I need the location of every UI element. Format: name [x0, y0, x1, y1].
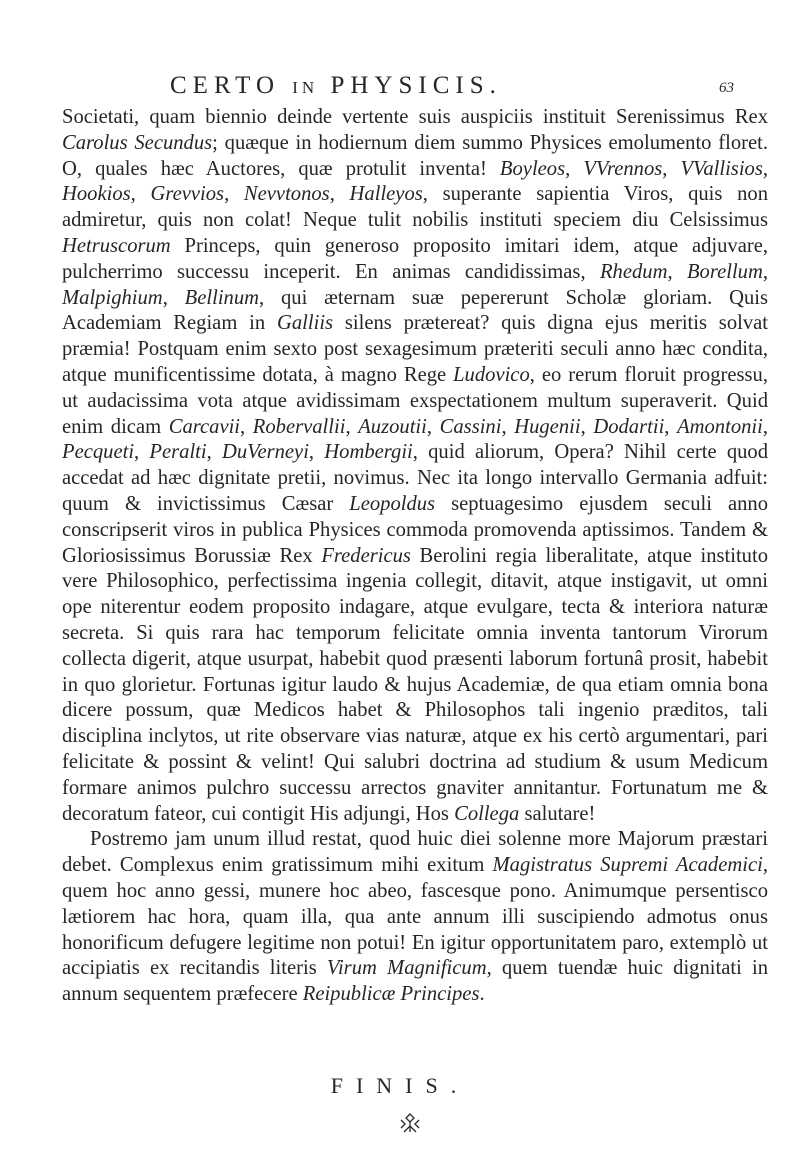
text-run: ,: [667, 260, 687, 283]
text-run: ; quæque in hodiernum diem summo Physices emolumento floret. O, quales hæc Auctores, quæ protulit inventa!: [62, 131, 768, 180]
italic-name: VVallisios: [680, 157, 763, 180]
italic-name: Magistratus Supremi Academici: [492, 854, 763, 877]
text-run: ,: [565, 157, 584, 180]
running-title-part2: PHYSICIS.: [318, 72, 502, 99]
italic-name: Virum Magnificum: [326, 957, 487, 980]
italic-name: Hombergii: [324, 441, 413, 464]
paragraph: [62, 105, 768, 827]
text-run: ,: [206, 441, 222, 464]
text-run: ,: [134, 441, 150, 464]
text-run: ,: [664, 415, 678, 438]
text-run: , quem tuendæ huic dignitati in annum sequentem præfecere: [62, 957, 769, 1006]
running-title-part1: CERTO: [170, 72, 293, 99]
italic-name: Carcavii: [168, 415, 241, 438]
text-run: , superante sapientia Viros, quis non admiretur, quis non colat! Neque tulit nobilis instituti speciem diu Celsissimus: [62, 183, 769, 232]
text-run: .: [479, 983, 485, 1006]
text-run: ,: [762, 415, 769, 438]
italic-name: Hugenii: [514, 415, 581, 438]
text-run: ,: [308, 441, 325, 464]
italic-name: Robervallii: [252, 415, 346, 438]
text-run: ,: [762, 157, 769, 180]
text-run: ,: [762, 260, 768, 283]
text-run: Berolini regia liberalitate, atque instituto vere Philosophico, perfectissima ingenia collegit, ditavit, atque instigavit, ut omni ope niterentur eodem proposito indagare, atque evulgare, tecta & interiora naturæ secreta. Si quis rara hac temporum felicitate omnia inventa tantorum Virorum collecta digerit, atque usurpat, habebit quod præsenti laborum fortunâ prosit, habebit in quo glorietur. Fortunas igitur laudo & hujus Academiæ, de qua etiam omnia bona dicere possum, quæ Medicos habet & Philosophos tali ingenio præditos, tali disciplina inclytos, ut rite observare vias naturæ, atque ex his certò argumentari, pari felicitate & possint & velint! Qui salubri doctrina ad studium & usum Medicum formare animos pulchro successu arrectos gnaviter annitantur. Fortunatum me & decoratum fateor, cui contigit His adjungi, Hos: [62, 544, 769, 825]
text-run: ,: [580, 415, 594, 438]
italic-name: Boyleos: [499, 157, 566, 180]
italic-name: Carolus Secundus: [62, 131, 213, 154]
text-run: , eo rerum floruit progressu, ut audacissima vota atque avidissimam exspectationem multum superaverit. Quid enim dicam: [62, 363, 768, 438]
running-head: [170, 72, 734, 100]
italic-name: Hetruscorum: [62, 234, 171, 257]
text-run: , quem hoc anno gessi, munere hoc abeo, fascesque pono. Animumque persentisco lætiorem hac hora, quam illa, qua ante annum illi suscipiendo admotus onus honorificum defugere legitime non potui! En igitur opportunitatem paro, extemplò ut accipiatis ex recitandis literis: [62, 854, 768, 980]
italic-name: Rhedum: [599, 260, 668, 283]
finis-heading: FINIS.: [330, 1073, 470, 1098]
text-run: , qui æternam suæ pepererunt Scholæ gloriam. Quis Academiam Regiam in: [62, 286, 769, 335]
text-run: ,: [426, 415, 440, 438]
page-number: 63: [719, 80, 734, 96]
italic-name: DuVerneyi: [222, 441, 309, 464]
running-title-small: IN: [292, 78, 319, 97]
text-run: ,: [240, 415, 253, 438]
text-run: silens prætereat? quis digna ejus meritis solvat præmia! Postquam enim sexto post sexagesimum præteriti seculi anno hæc condita, atque munificentissime dotata, à magno Rege: [62, 312, 768, 386]
paragraph: [62, 827, 768, 1008]
text-run: ,: [329, 183, 350, 206]
italic-name: Dodartii: [593, 415, 665, 438]
italic-name: Pecqueti: [62, 441, 135, 464]
italic-name: Grevvios: [150, 183, 225, 206]
running-title: [170, 72, 502, 100]
italic-name: Amontonii: [677, 415, 763, 438]
text-run: Postremo jam unum illud restat, quod huic diei solenne more Majorum præstari debet. Complexus enim gratissimum mihi exitum: [62, 828, 768, 877]
italic-name: Collega: [454, 802, 520, 825]
text-run: , quid aliorum, Opera? Nihil certe quod accedat ad hæc dignitate pretii, novimus. Nec ita longo intervallo Germania adfuit: quum & invictissimus Cæsar: [62, 441, 769, 515]
italic-name: Halleyos: [349, 183, 423, 206]
text-run: ,: [224, 183, 244, 206]
text-run: Princeps, quin generoso proposito imitari idem, atque adjuvare, pulcherrimo successu inceperit. En animas candidissimas,: [62, 234, 768, 283]
body-text: [62, 105, 768, 1008]
text-run: septuagesimo ejusdem seculi anno conscripserit viros in publica Physices commoda promovenda aptissimos. Tandem & Gloriosissimus Borussiæ Rex: [62, 492, 768, 567]
italic-name: Reipublicæ Principes: [302, 983, 480, 1006]
text-run: ,: [345, 415, 359, 438]
italic-name: Borellum: [686, 260, 763, 283]
italic-name: VVrennos: [583, 157, 663, 180]
italic-name: Bellinum: [184, 286, 260, 309]
italic-name: Peralti: [149, 441, 207, 464]
italic-name: Malpighium: [62, 286, 163, 309]
italic-name: Galliis: [276, 312, 334, 335]
text-run: Societati, quam biennio deinde vertente suis auspiciis instituit Serenissimus Rex: [62, 106, 768, 128]
italic-name: Ludovico: [453, 363, 530, 386]
italic-name: Hookios: [62, 183, 131, 206]
italic-name: Fredericus: [321, 544, 411, 567]
text-run: ,: [501, 415, 515, 438]
italic-name: Auzoutii: [358, 415, 427, 438]
italic-name: Nevvtonos: [243, 183, 330, 206]
text-run: salutare!: [519, 802, 596, 825]
text-run: ,: [162, 286, 185, 309]
italic-name: Leopoldus: [349, 492, 436, 515]
italic-name: Cassini: [439, 415, 502, 438]
text-run: ,: [130, 183, 151, 206]
printers-ornament-icon: [396, 1112, 424, 1134]
text-run: ,: [662, 157, 681, 180]
